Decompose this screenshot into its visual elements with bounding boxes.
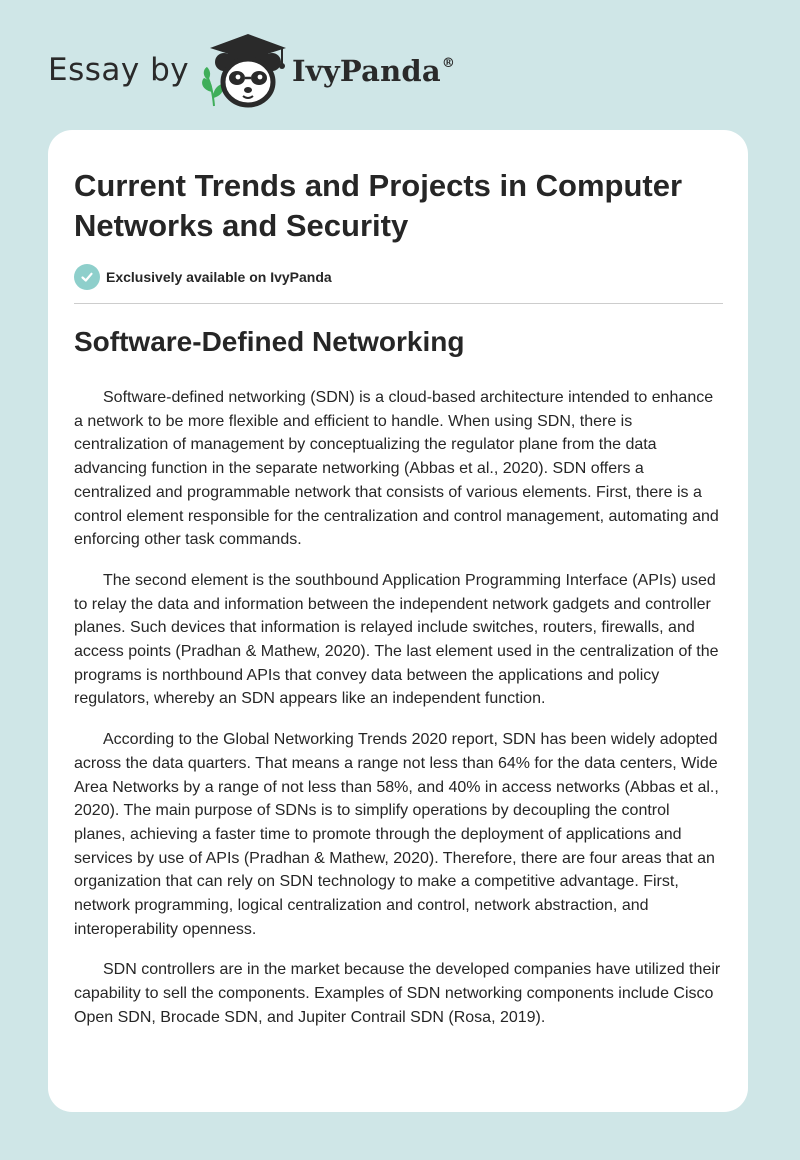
paragraph: According to the Global Networking Trends 2020 report, SDN has been widely adopted across the data quarters. That means a range not less than 64% for the data centers, Wide Area Networks by a range of not less than 58%, and 40% in access networks (Abbas et al., 2020). The main purpose of SDNs is to simplify operations by decoupling the control planes, achieving a faster time to promote through the deployment of applications and services by use of APIs (Pradhan & Mathew, 2020). Therefore, there are four areas that an organization that can rely on SDN technology to make a competitive advantage. First, network programming, logical centralization and control, network abstraction, and interoperability openness. xyxy=(74,731,719,938)
paragraph: Software-defined networking (SDN) is a cloud-based architecture intended to enhance a network to be more flexible and efficient to handle. When using SDN, there is centralization of management by conceptualizing the regulator plane from the data advancing function in the separate networking (Abbas et al., 2020). SDN offers a centralized and programmable network that consists of various elements. First, there is a control element responsible for the centralization and control management, automating and enforcing other task commands. xyxy=(74,389,719,549)
site-header xyxy=(0,0,800,120)
registered-mark: ® xyxy=(441,56,456,71)
article-card xyxy=(48,130,748,1112)
section-heading: Software-Defined Networking xyxy=(74,326,465,357)
brand-name[interactable]: IvyPanda® xyxy=(292,54,456,88)
paragraph: The second element is the southbound Application Programming Interface (APIs) used to relay the data and information between the independent network gadgets and controller planes. Such devices that information is relayed include switches, routers, firewalls, and access points (Pradhan & Mathew, 2020). The last element used in the centralization of the programs is northbound APIs that convey data between the applications and policy regulators, whereby an SDN appears like an independent function. xyxy=(74,571,719,708)
exclusive-label: Exclusively available on IvyPanda xyxy=(106,269,332,285)
panda-logo-icon[interactable] xyxy=(198,32,294,112)
page-title: Current Trends and Projects in Computer Networks and Security xyxy=(74,168,683,243)
paragraph: SDN controllers are in the market because the developed companies have utilized their capability to sell the components. Examples of SDN networking components include Cisco Open SDN, Brocade SDN, and Jupiter Contrail SDN (Rosa, 2019). xyxy=(74,961,721,1026)
check-icon xyxy=(74,264,100,290)
article-body xyxy=(74,386,724,1047)
exclusive-badge xyxy=(74,264,332,290)
essay-by-label: Essay by xyxy=(48,52,190,88)
divider xyxy=(74,303,723,304)
